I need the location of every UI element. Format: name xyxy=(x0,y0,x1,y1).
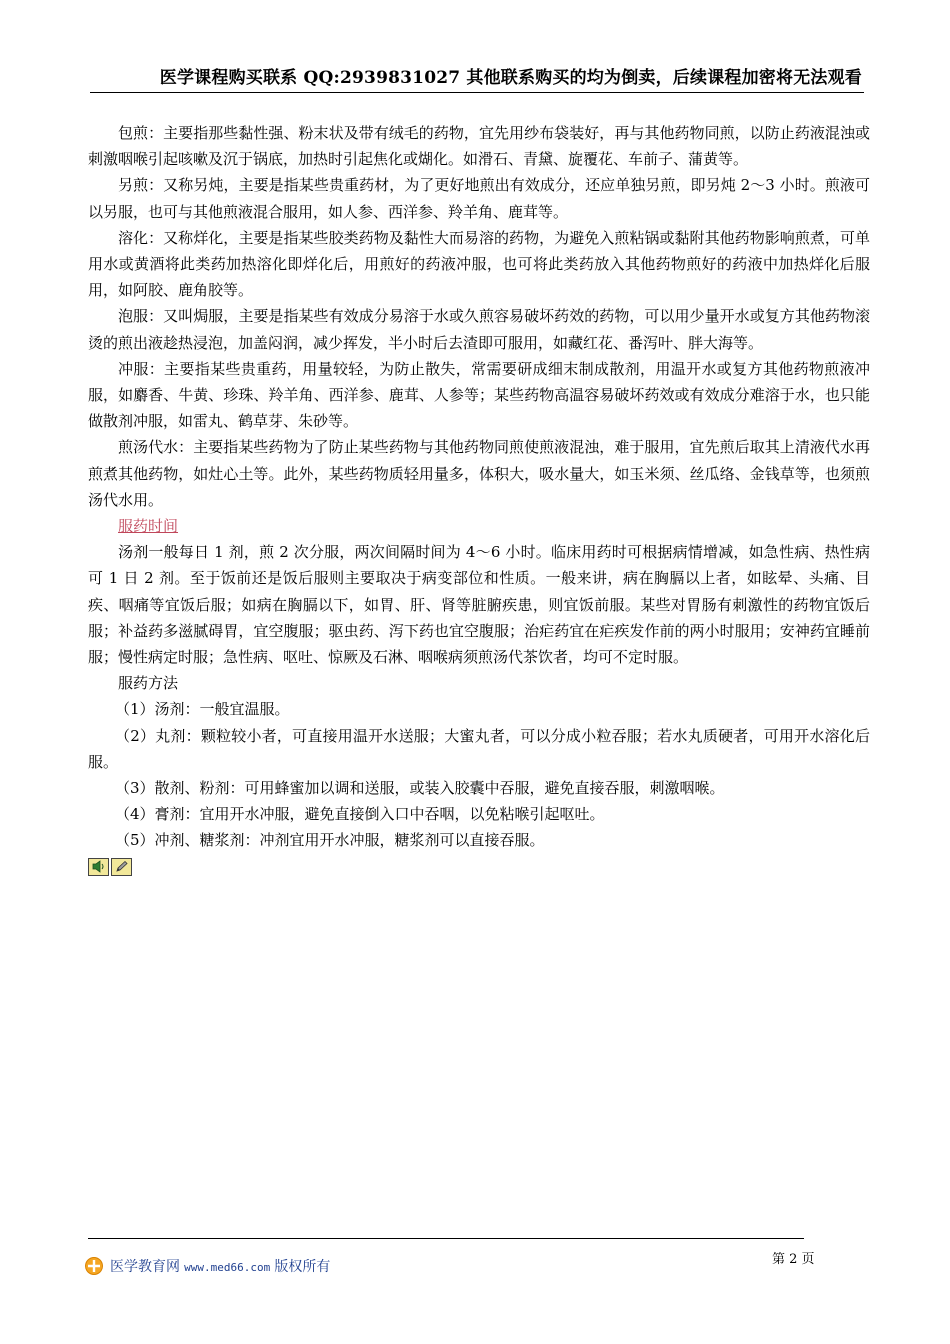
pencil-icon[interactable] xyxy=(111,858,132,876)
paragraph-ronghua: 溶化：又称烊化，主要是指某些胶类药物及黏性大而易溶的药物，为避免入煎粘锅或黏附其他药物影响煎煮，可单用水或黄酒将此类药加热溶化即烊化后，用煎好的药液冲服，也可将此类药放入其他药物煎好的药液中加热烊化后服用，如阿胶、鹿角胶等。 xyxy=(88,228,870,300)
section-heading-fuyao-shijian[interactable] xyxy=(88,513,870,539)
footer-text xyxy=(110,1256,330,1276)
paragraph-chongfu: 冲服：主要指某些贵重药，用量较轻，为防止散失，常需要研成细末制成散剂，用温开水或复方其他药物煎液冲服，如麝香、牛黄、珍珠、羚羊角、西洋参、鹿茸、人参等；某些药物高温容易破坏药效或有效成分难溶于水，也只能做散剂冲服，如雷丸、鹤草芽、朱砂等。 xyxy=(88,359,870,431)
footer-rights: 版权所有 xyxy=(274,1259,331,1275)
main-content xyxy=(88,120,870,876)
header-text: 医学课程购买联系 QQ:2939831027 其他联系购买的均为倒卖，后续课程加密将无法观看 xyxy=(159,68,862,88)
media-icon-group xyxy=(88,858,870,876)
page-number: 第 2 页 xyxy=(772,1252,815,1267)
footer-url: www.med66.com xyxy=(184,1261,271,1274)
list-item-wanji: （2）丸剂：颗粒较小者，可直接用温开水送服；大蜜丸者，可以分成小粒吞服；若水丸质硬者，可用开水溶化后服。 xyxy=(88,726,870,771)
footer-brand-name: 医学教育网 xyxy=(110,1259,180,1275)
paragraph-paofu: 泡服：又叫焗服，主要是指某些有效成分易溶于水或久煎容易破坏药效的药物，可以用少量开水或复方其他药物滚烫的煎出液趁热浸泡，加盖闷润，减少挥发，半小时后去渣即可服用，如藏红花、番泻叶、胖大海等。 xyxy=(88,307,870,352)
section-heading-fuyao-fangfa: 服药方法 xyxy=(118,674,179,693)
list-item-gaoji: （4）膏剂：宜用开水冲服，避免直接倒入口中吞咽，以免粘喉引起呕吐。 xyxy=(115,805,605,824)
paragraph-baojian: 包煎：主要指那些黏性强、粉末状及带有绒毛的药物，宜先用纱布袋装好，再与其他药物同煎，以防止药液混浊或刺激咽喉引起咳嗽及沉于锅底，加热时引起焦化或煳化。如滑石、青黛、旋覆花、车前子、蒲黄等。 xyxy=(88,124,870,169)
list-item-tangji: （1）汤剂：一般宜温服。 xyxy=(115,700,290,719)
list-item-chongji: （5）冲剂、糖浆剂：冲剂宜用开水冲服，糖浆剂可以直接吞服。 xyxy=(115,831,545,850)
speaker-icon[interactable] xyxy=(88,858,109,876)
heading-link-text[interactable]: 服药时间 xyxy=(118,517,179,536)
paragraph-jiantangdaishui: 煎汤代水：主要指某些药物为了防止某些药物与其他药物同煎使煎液混浊，难于服用，宜先煎后取其上清液代水再煎煮其他药物，如灶心土等。此外，某些药物质轻用量多，体积大，吸水量大，如玉米须、丝瓜络、金钱草等，也须煎汤代水用。 xyxy=(88,438,870,509)
paragraph-fuyao-shijian: 汤剂一般每日 1 剂，煎 2 次分服，两次间隔时间为 4～6 小时。临床用药时可根据病情增减，如急性病、热性病可 1 日 2 剂。至于饭前还是饭后服则主要取决于病变部位和性质。一般来讲，病在胸膈以上者，如眩晕、头痛、目疾、咽痛等宜饭后服；如病在胸膈以下，如胃、肝、肾等脏腑疾患，则宜饭前服。某些对胃肠有刺激性的药物宜饭后服；补益药多滋腻碍胃，宜空腹服；驱虫药、泻下药也宜空腹服；治疟药宜在疟疾发作前的两小时服用；安神药宜睡前服；慢性病定时服；急性病、呕吐、惊厥及石淋、咽喉病须煎汤代茶饮者，均可不定时服。 xyxy=(88,543,870,667)
paragraph-lingjian: 另煎：又称另炖，主要是指某些贵重药材，为了更好地煎出有效成分，还应单独另煎，即另炖 2～3 小时。煎液可以另服，也可与其他煎液混合服用，如人参、西洋参、羚羊角、鹿茸等。 xyxy=(88,176,870,221)
list-item-sanji: （3）散剂、粉剂：可用蜂蜜加以调和送服，或装入胶囊中吞服，避免直接吞服，刺激咽喉。 xyxy=(115,779,725,798)
page-header xyxy=(90,66,864,93)
footer-divider xyxy=(88,1238,804,1239)
footer-brand xyxy=(84,1256,330,1276)
med66-logo-icon xyxy=(84,1256,104,1276)
